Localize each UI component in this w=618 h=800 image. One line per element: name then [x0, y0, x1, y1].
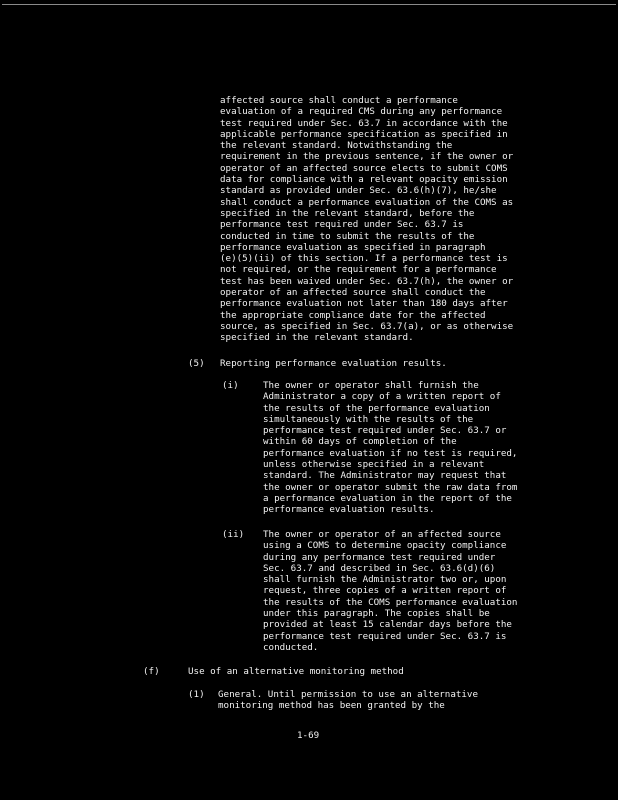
section-5-title: Reporting performance evaluation results.	[220, 358, 447, 369]
text-line: The owner or operator shall furnish the	[263, 380, 479, 391]
section-f-label: (f)	[143, 666, 160, 677]
text-line: conducted.	[263, 641, 319, 653]
text-line: performance test required under Sec. 63.7 is	[220, 219, 464, 231]
text-line: standard. The Administrator may request that	[263, 470, 507, 482]
text-line: monitoring method has been granted by the	[218, 700, 445, 712]
text-line: shall furnish the Administrator two or, upon	[263, 574, 507, 586]
text-line: (e)(5)(ii) of this section. If a performance test is	[220, 253, 508, 265]
text-line: test required under Sec. 63.7 in accordance with the	[220, 117, 508, 129]
text-line: not required, or the requirement for a performance	[220, 264, 497, 276]
text-line: evaluation of a required CMS during any performance	[220, 106, 503, 118]
text-line: using a COMS to determine opacity compliance	[263, 540, 507, 552]
text-line: test has been waived under Sec. 63.7(h), the owner or	[220, 275, 514, 287]
text-line: the appropriate compliance date for the affected	[220, 309, 486, 321]
text-line: performance test required under Sec. 63.7 is	[263, 630, 507, 642]
text-line: simultaneously with the results of the	[263, 413, 474, 425]
text-line: performance evaluation if no test is required,	[263, 447, 518, 459]
text-line: operator of an affected source elects to submit COMS	[220, 162, 508, 174]
text-line: performance evaluation as specified in paragraph	[220, 241, 486, 253]
text-line: under this paragraph. The copies shall be	[263, 608, 490, 620]
text-line: specified in the relevant standard, before the	[220, 207, 475, 219]
text-line: within 60 days of completion of the	[263, 436, 457, 448]
section-5-label: (5)	[188, 358, 205, 369]
text-line: the relevant standard. Notwithstanding the	[220, 140, 453, 152]
text-line: the owner or operator submit the raw data from	[263, 481, 518, 493]
text-line: conducted in time to submit the results of the	[220, 230, 475, 242]
text-line: source, as specified in Sec. 63.7(a), or as otherwise	[220, 320, 514, 332]
item-ii-label: (ii)	[222, 529, 245, 540]
text-line: performance test required under Sec. 63.7 or	[263, 425, 507, 437]
text-line: Administrator a copy of a written report of	[263, 391, 501, 403]
top-paragraph	[220, 95, 513, 344]
text-line: provided at least 15 calendar days before the	[263, 619, 512, 631]
text-line: standard as provided under Sec. 63.6(h)(7), he/she	[220, 185, 497, 197]
item-ii-paragraph	[263, 529, 517, 653]
text-line: the results of the performance evaluation	[263, 402, 490, 414]
scan-edge-line	[2, 4, 616, 5]
text-line: General. Until permission to use an alternative	[218, 689, 478, 700]
item-i-paragraph	[263, 380, 517, 516]
text-line: The owner or operator of an affected source	[263, 529, 501, 540]
text-line: unless otherwise specified in a relevant	[263, 459, 485, 471]
text-line: Sec. 63.7 and described in Sec. 63.6(d)(6)	[263, 562, 496, 574]
item-1-label: (1)	[188, 689, 205, 700]
text-line: during any performance test required under	[263, 551, 496, 563]
text-line: the results of the COMS performance evaluation	[263, 596, 518, 608]
text-line: applicable performance specification as specified in	[220, 128, 508, 140]
text-line: performance evaluation not later than 180 days after	[220, 298, 508, 310]
text-line: specified in the relevant standard.	[220, 332, 414, 344]
text-line: performance evaluation results.	[263, 504, 435, 516]
text-line: request, three copies of a written report of	[263, 585, 507, 597]
section-f-title: Use of an alternative monitoring method	[188, 666, 404, 677]
text-line: requirement in the previous sentence, if the owner or	[220, 151, 514, 163]
text-line: shall conduct a performance evaluation of the COMS as	[220, 196, 514, 208]
item-1-paragraph	[218, 689, 478, 712]
text-line: operator of an affected source shall conduct the	[220, 287, 486, 299]
text-line: affected source shall conduct a performance	[220, 95, 458, 106]
text-line: data for compliance with a relevant opacity emission	[220, 174, 508, 186]
text-line: a performance evaluation in the report of the	[263, 492, 512, 504]
page-number: 1-69	[297, 730, 320, 741]
item-i-label: (i)	[222, 380, 239, 391]
